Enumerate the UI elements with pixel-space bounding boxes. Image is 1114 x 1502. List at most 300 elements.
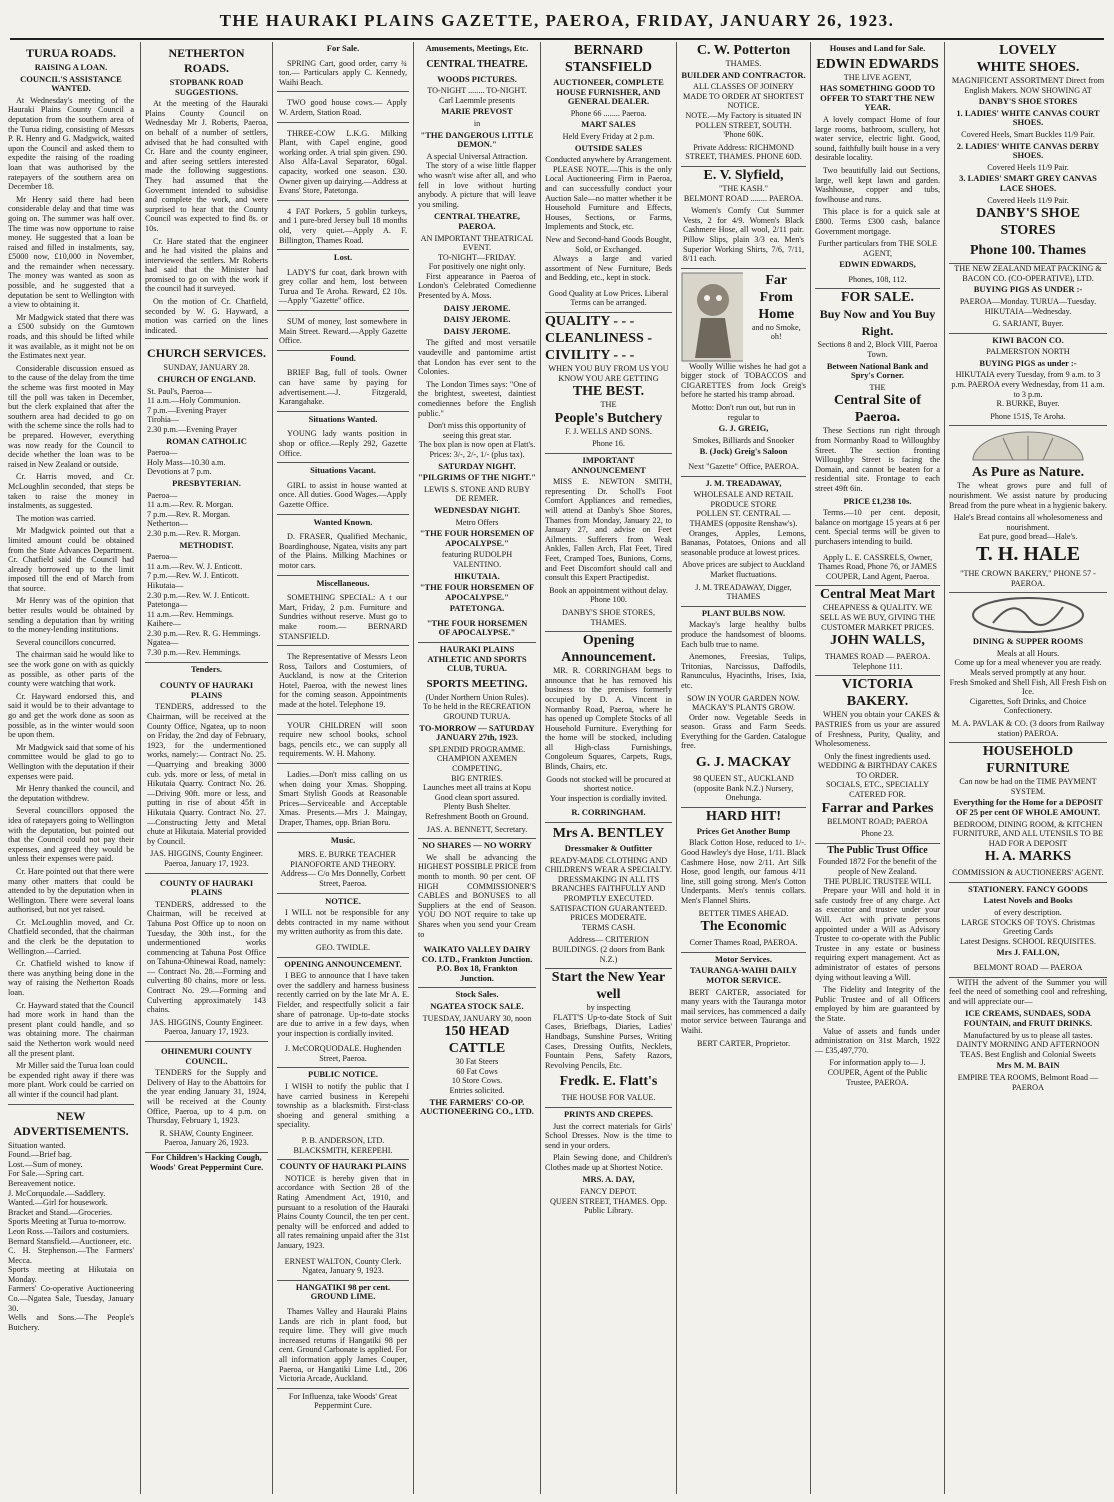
secretary-signature: JAS. A. BENNETT, Secretary. <box>418 822 536 840</box>
notice-signature: GEO. TWIDLE. <box>277 940 409 958</box>
list-item: 30 Fat Steers <box>455 1057 499 1067</box>
sale-lot: 150 HEAD CATTLE <box>444 1024 510 1057</box>
ad-text: Women's Comfy Cut Summer Vests, 2 for 4/9. Women's Black Cashmere Hose, all wool, 2/11 pair. Pillow Slips, plain 3/3 ea. Men's Superior Working Shirts, 7/6, 7/11, 8/11 each. <box>681 203 806 269</box>
ad-text: PLEASE NOTE.—This is the only Local Auctioneering Firm in Paeroa, and can successfully conduct your Auction Sale—no matter whether it be Household Furniture and Effects, Houses, Sections, or Farms, Implements and Stock, etc. <box>545 164 672 232</box>
ad-line: PAEROA—Monday. TURUA—Tuesday. HIKUTAIA—Wednesday. <box>959 296 1097 316</box>
service-line: 7 p.m.—Rev. R. Morgan. <box>147 509 231 519</box>
showtime: TO-NIGHT—FRIDAY. <box>438 252 516 262</box>
list-item: Sports Meeting at Turua to-morrow. <box>8 1217 126 1227</box>
event-note: Good clean sport assured. <box>434 792 520 802</box>
column-4 <box>418 42 536 1494</box>
article-paragraph: Several councillors opposed the idea of ratepayers going to Wellington with the deputation, but pointed out that the Council could not pay their expenses, and agreed they would be unless their expenses were paid. <box>8 806 134 864</box>
footer-ad: For Influenza, take Woods' Great Peppermint Cure. <box>288 1391 398 1411</box>
ad-line: Eat pure, good bread—Hale's. <box>978 532 1078 542</box>
advertiser-tagline: Dressmaker & Outfitter <box>564 843 653 854</box>
article-paragraph: Several councillors concurred. <box>16 637 116 647</box>
classified-ad: THREE-COW L.K.G. Milking Plant, with Capel engine, good working order. A trial spin given. £90. Also Alfa-Laval Separator, 60gal. capacity, worked one season. £30. Owner given up dairying.—Address at Evans' Store, Patetonga. <box>277 126 409 201</box>
list-item: Lost.—Sum of money. <box>8 1159 83 1169</box>
ad-heading: THE PUBLIC TRUSTEE WILL <box>823 876 932 886</box>
advertiser-owner: F. J. WELLS AND SONS. <box>565 426 652 436</box>
ad-line: PRICES MODERATE. <box>570 913 647 923</box>
ad-line: MAGNIFICENT ASSORTMENT Direct from English Makers. NOW SHOWING AT <box>951 76 1105 95</box>
advertiser-name: THE NEW ZEALAND MEAT PACKING & BACON CO. (CO-OPERATIVE), LTD. <box>954 264 1102 283</box>
service-line: 2.30 p.m.—Rev. W. J. Enticott. <box>147 590 250 600</box>
tender-text: TENDERS for the Supply and Delivery of Hay to the Abattoirs for the year ending January 31, 1924, will be received at the County Office, Paeroa, up to 4 p.m. on Thursday, February 1, 1923. <box>147 1068 266 1126</box>
new-ads-list <box>8 1141 134 1333</box>
dairy-company: WAIKATO VALLEY DAIRY CO. LTD., Frankton Junction. P.O. Box 18, Frankton Junction. <box>418 942 536 988</box>
ad-line: by inspecting <box>586 1003 631 1013</box>
woolly-willie-illustration <box>681 272 743 362</box>
address: QUEEN STREET, THAMES. Opp. Public Library. <box>549 1196 668 1216</box>
ad-line: BEDROOM, DINING ROOM, & KITCHEN FURNITURE, AND ALL UTENSILS TO BE HAD FOR A DEPOSIT <box>952 819 1104 848</box>
showtime: SATURDAY NIGHT. <box>438 460 516 471</box>
far-from-home-ad <box>681 272 806 362</box>
contact-line: Apply L. E. CASSRELS, Owner, Thames Road, Phone 76, or JAMES COUPER, Land Agent, Paeroa. <box>815 550 940 587</box>
connector-text: in <box>473 118 481 128</box>
classified-heading: HANGATIKI 98 per cent. GROUND LIME. <box>295 1281 391 1302</box>
article-paragraph: Mr Madgwick said that some of his committee would be glad to go to Wellington with the deputation if their expenses were paid. <box>8 742 134 781</box>
classified-heading: Miscellaneous. <box>316 577 370 588</box>
price: PRICE £1,238 10s. <box>843 495 912 506</box>
ad-line: Smokes, Billiards and Snooker <box>692 435 795 445</box>
advertiser-name: Mrs M. M. BAIN <box>996 1060 1060 1071</box>
subheadline: COUNCIL'S ASSISTANCE WANTED. <box>20 73 122 94</box>
ad-line: Hale's Bread contains all wholesomeness and nourishment. <box>953 513 1103 532</box>
notice-text: I WILL not be responsible for any debts contracted in my name without my written authority as from this date. <box>277 908 409 937</box>
ad-headline: Buy Now and You Buy Right. <box>819 307 936 339</box>
event-note: Don't miss this opportunity of seeing this great star. <box>428 421 526 440</box>
advertiser-name: Central Meat Mart <box>819 587 936 603</box>
contact-line: 'Phone 60K. <box>723 130 764 140</box>
ad-headline: Start the New Year well <box>551 970 666 1003</box>
advertiser-tagline: "THE KASH." <box>719 183 768 193</box>
column-divider <box>413 42 414 1494</box>
contact-line: Phone 66 ........ Paeroa. <box>570 108 647 118</box>
star-name: DAISY JEROME. <box>443 314 511 325</box>
contact-line: Phone 23. <box>815 826 940 844</box>
advertiser-name: DANBY'S SHOE STORES, THAMES. <box>545 605 672 632</box>
advertiser-name: C. W. Potterton <box>696 43 791 58</box>
advertiser-name: People's Butchery <box>554 410 663 426</box>
service-line: 11 a.m.—Holy Communion. <box>147 396 241 406</box>
event-date: TO-MORROW — SATURDAY JANUARY 27th, 1923. <box>419 722 535 743</box>
advertiser-tagline: COMMISSION & AUCTIONEERS' AGENT. <box>949 865 1107 883</box>
service-line: 7.30 p.m.—Rev. Hemmings. <box>147 648 241 658</box>
advertiser-owner: G. SARJANT, Buyer. <box>949 316 1107 334</box>
classified-ad: BRIEF Bag, full of tools. Owner can have same by paying for advertisement.—J. Fitzgerald, Karangahake. <box>277 365 409 411</box>
ad-line: HIKUTAIA every Tuesday, from 9 a.m. to 3 p.m. PAEROA every Wednesday, from 11 a.m. to 3 p.m. <box>951 370 1105 399</box>
film-title: "THE FOUR HORSEMEN OF APOCALYPSE." <box>418 616 536 643</box>
ad-text: Prepare your Will and hold it in safe custody free of any charge. Act as executor and trustee under your Will. Act with private persons appointed under a Will as Advisory Trustee to co-operate with the Public Trustee in any estate or business requiring expert management. Act as administrator of estates of persons dying without leaving a Will. <box>815 886 940 982</box>
service-line: Paeroa— <box>147 552 178 562</box>
advertiser-name: E. V. Slyfield, <box>703 167 784 183</box>
film-blurb: The story of a wise little flapper who wasn't wise after all, and who fell in love without hurting anybody. A picture that will leave you smiling. <box>418 161 536 209</box>
ad-line: THE <box>600 400 617 410</box>
advertiser-name: The Public Trust Office <box>827 844 928 856</box>
advertiser-name: DANBY'S SHOE STORES <box>976 206 1080 239</box>
advertiser-name: Mrs J. FALLON, <box>996 947 1060 958</box>
advertiser-name: EDWIN EDWARDS <box>816 56 939 72</box>
article-paragraph: Mr Henry thanked the council, and the deputation withdrew. <box>8 784 134 803</box>
ad-text: BERT CARTER, associated for many years with the Tauranga motor mail services, has commenced a daily motor service between Tauranga and Waihi. <box>681 987 806 1035</box>
advertiser-name: M. A. PAVLAK & CO. (3 doors from Railway station) PAEROA. <box>949 716 1107 743</box>
article-paragraph: At Wednesday's meeting of the Hauraki Plains County Council a deputation from the southern area of the Turua riding, consisting of Messrs P. R. Henry and G. Madgwick, waited upon the Council and asked them to expedite the raising of the roading loan that was authorised by the ratepayers of the southern area on December 18. <box>8 95 134 192</box>
classified-heading: COUNTY OF HAURAKI PLAINS <box>279 1161 407 1172</box>
theatre-name: CENTRAL THEATRE, PAEROA. <box>433 211 521 231</box>
tender-text: TENDERS, addressed to the Chairman, will be received at the County Office, Ngatea, up to noon on Friday, the 2nd day of February, 1923, for the undermentioned works, namely:— Contract No. 25.—Quarrying and breaking 3000 cub. yds. more or less, of metal in Hikutaia Quarry. Contract No. 26.—Driving 90ft. more or less, and putting in rise of about 45ft in Hikutaia Quarry. Contract No. 27.—Constructing Jetty and Metal chute at Hikutaia. Material provided by Council. <box>147 702 266 846</box>
column-2 <box>145 42 268 1494</box>
address: BELMONT ROAD ........ PAEROA. <box>683 193 804 203</box>
article-paragraph: Cr. Chatfield wished to know if there was anything being done in the way of raising the Netherton Roads loan. <box>8 959 134 998</box>
classified-ad: YOUR CHILDREN will soon require new school books, school bags, pencils etc., we can supply all requirements. W. H. Mahony. <box>277 718 409 764</box>
advertiser-name: H. A. MARKS <box>984 849 1072 865</box>
venue: HIKUTAIA. <box>454 570 500 581</box>
ad-line: Good Quality at Low Prices. Liberal Terms can be arranged. <box>545 286 672 313</box>
contact-line: Phone 100. Thames <box>949 239 1107 264</box>
contact-line: Phones, 108, 112. <box>815 272 940 290</box>
film-note: A special Universal Attraction. <box>426 151 528 161</box>
column-8 <box>949 42 1107 1494</box>
service-line: 2.30 p.m.—Rev. R. G. Hemmings. <box>147 628 261 638</box>
ad-line: Above prices are subject to Auckland Market fluctuations. <box>682 560 805 579</box>
classified-ad: LADY'S fur coat, dark brown with grey collar and hem, lost between Turua and Te Aroha. Reward, £2 10s.—Apply "Gazette" office. <box>277 265 409 311</box>
address: Address— CRITERION BUILDINGS. (2 doors from Bank N.Z.) <box>545 932 672 969</box>
ad-heading: IMPORTANT ANNOUNCEMENT <box>571 455 646 475</box>
classified-heading: Music. <box>330 834 356 845</box>
ad-line: SOCIALS, ETC., SPECIALLY CATERED FOR. <box>825 780 930 800</box>
ad-line: Founded 1872 For the benefit of the people of New Zealand. <box>818 857 937 877</box>
advertiser-name: J. M. TREADAWAY, Digger, THAMES <box>681 580 806 607</box>
press-quote: The London Times says: "One of the brightest, sweetest, daintiest comediennes before the English public." <box>418 379 536 418</box>
article-paragraph: On the motion of Cr. Chatfield, seconded by W. G. Hayward, a motion was carried on the lines indicated. <box>145 297 268 335</box>
tender-heading: OHINEMURI COUNTY COUNCIL. <box>161 1046 252 1066</box>
masthead: THE HAURAKI PLAINS GAZETTE, PAEROA, FRIDAY, JANUARY 26, 1923. <box>219 11 895 30</box>
ad-line: Your inspection is cordially invited. <box>549 793 668 803</box>
classified-ad: Ladies.—Don't miss calling on us when doing your Xmas. Shopping. Smart Stylish Goods at Reasonable Prices—Serviceable and Acceptable Xmas. Presents.—Mrs J. Maingay, Draper, Thames, opp. Brian Boru. <box>277 767 409 833</box>
star-name: DAISY JEROME. <box>443 302 511 313</box>
advertiser-name: BERT CARTER, Proprietor. <box>696 1038 791 1048</box>
advertiser-owner: R. BURKE, Buyer. <box>996 399 1060 409</box>
ad-line: Cigarettes, Soft Drinks, and Choice Confectionery. <box>969 696 1087 716</box>
advertiser-tagline: THE HOUSE FOR VALUE. <box>545 1090 672 1108</box>
classified-ad: SUM of money, lost somewhere in Main Street. Reward.—Apply Gazette Office. <box>277 314 409 351</box>
article-paragraph: Mr Miller said the Turua loan could be expended right away if there was more plant. Work could be carried on all winter if the council had plant. <box>8 1061 134 1099</box>
article-paragraph: Considerable discussion ensued as to the cause of the delay from the time the scheme was first mooted in May till the poll was taken in December, but the clerk explained that after the southern area had decided to go on with the scheme since the rolls had to be prepared. However, everything was now ready for the Council to decide whether the loan was to be raised in New Zealand or outside. <box>8 363 134 469</box>
sale-note: Entries solicited. <box>449 1086 505 1096</box>
ad-headline: WHITE SHOES. <box>976 60 1080 75</box>
ad-text: WITH the advent of the Summer you will feel the need of something cool and refreshing, and will appreciate our— <box>949 977 1107 1006</box>
article-paragraph: Cr. Hayward stated that the Council had more work in hand than the present plant could handle, and so was obtaining more. The chairman said the Netherton work would need all the present plant. <box>8 1000 134 1058</box>
classified-heading: Wanted Known. <box>313 516 373 527</box>
ad-headline: CIVILITY - - - <box>545 348 635 364</box>
club-name: HAURAKI PLAINS ATHLETIC AND SPORTS CLUB, TURUA. <box>427 644 527 674</box>
ad-line: MACKAY'S PLANTS GROW. <box>691 703 795 713</box>
list-item: Bereavement notice. <box>8 1178 76 1188</box>
product-item: 3. LADIES' SMART GREY CANVAS LACE SHOES. <box>959 173 1097 193</box>
classified-ad: GIRL to assist in house wanted at once. All duties. Good Wages.—Apply Gazette Office. <box>277 478 409 515</box>
subheadline: RAISING A LOAN. <box>34 62 108 72</box>
event-blurb: The gifted and most versatile vaudeville and pantomime artist that London has ever sent to the Colonies. <box>418 338 536 377</box>
service-line: Devotions at 7 p.m. <box>147 467 212 477</box>
classified-heading: PUBLIC NOTICE. <box>308 1069 378 1080</box>
classified-ad: Thames Valley and Hauraki Plains Lands are rich in plant food, but require lime. They will give much increased returns if Hangatiki 98 per cent. Ground Carbonate is applied. For all information apply James Couper, Paeroa, or Hangatiki Lime Ltd., 206 Victoria Arcade, Auckland. <box>277 1304 409 1389</box>
stock-sales-heading: Stock Sales. <box>455 989 499 1000</box>
ad-line: Meals at all Hours. <box>996 648 1060 658</box>
advertiser-tagline: WHOLESALE AND RETAIL PRODUCE STORE <box>693 490 794 509</box>
prices: Prices: 3/-, 2/-, 1/- (plus tax). <box>429 449 525 459</box>
product-price: Covered Heels, Smart Buckles 11/9 Pair. <box>961 129 1095 139</box>
address: BELMONT ROAD — PAEROA <box>949 960 1107 978</box>
notice-signature: P. B. ANDERSON, LTD. BLACKSMITH, KEREPEHI. <box>277 1133 409 1160</box>
ad-line: THE <box>869 382 886 392</box>
tender-heading: COUNTY OF HAURAKI PLAINS <box>159 877 254 898</box>
showtime: WEDNESDAY NIGHT. <box>433 504 521 515</box>
ad-headline: As Pure as Nature. <box>971 465 1085 481</box>
ad-text: Plain Sewing done, and Children's Clothes made up at Shortest Notice. <box>545 1153 672 1172</box>
tender-signature: JAS. HIGGINS, County Engineer. Paeroa, January 17, 1923. <box>150 849 263 868</box>
ad-text: Value of assets and funds under administration on 31st March, 1922— £35,497,770. <box>815 1026 940 1055</box>
classified-ad: The Representative of Messrs Leon Ross, Tailors and Costumiers, of Auckland, is now at the Criterion Hotel, Paeroa, with the newest lines for the coming season. Appointments made at the hotel. Telephone 19. <box>277 649 409 715</box>
ad-line: Book an appointment without delay. <box>549 585 668 595</box>
event-title: SPORTS MEETING. <box>426 677 528 690</box>
list-item: Found.—Brief bag. <box>8 1150 72 1160</box>
ad-line: BETTER TIMES AHEAD. <box>698 908 789 918</box>
classified-ad: SPRING Cart, good order, carry ¾ ton.— Particulars apply C. Kennedy, Waihi Beach. <box>277 56 409 93</box>
classified-ad: MRS. E. BURKE TEACHER PIANOFORTE AND THEORY. Address— C/o Mrs Donnelly, Corbett Street, Paeroa. <box>277 847 409 893</box>
advertiser-name: B. (Jock) Greig's Saloon <box>699 446 788 457</box>
headline-new-advertisements: NEW ADVERTISEMENTS. <box>13 1108 129 1138</box>
notice-text: NOTICE is hereby given that in accordance with Section 28 of the Rating Amendment Act, 1910, and pursuant to a resolution of the Hauraki Plains County Council, the ten per cent. penalty will be enforced and added to all rates remaining unpaid after the 31st January, 1923. <box>277 1173 409 1250</box>
classified-heading: Motor Services. <box>715 953 772 964</box>
ad-text: MISS E. NEWTON SMITH, representing Dr. Scholl's Foot Comfort Appliances and remedies, will attend at Danby's Shoe Stores, Thames from Monday, January 22, to January 27, and advise on Feet Ailments. Sufferers from Weak Ankles, Fallen Arch, Flat Feet, Tired Feet, Cramped Toes, Bunions, Corns, and Feet Discomfort should call and consult this Expert Practipedist. <box>545 477 672 583</box>
column-1 <box>8 42 134 1494</box>
notice-signature: ERNEST WALTON, County Clerk. Ngatea, January 9, 1923. <box>277 1254 409 1281</box>
event-title: AN IMPORTANT THEATRICAL EVENT. <box>420 233 534 253</box>
advertiser-name: G. J. GREIG, <box>718 423 769 434</box>
advertiser-name: DANBY'S SHOE STORES <box>978 96 1078 107</box>
ad-line: LARGE STOCKS OF TOYS. Christmas Greeting Cards <box>961 917 1095 937</box>
star-name: DAISY JEROME. <box>443 325 511 336</box>
advertiser-name: EDWIN EDWARDS, <box>839 259 916 270</box>
classified-ad: 4 FAT Porkers, 5 goblin turkeys, and 1 pure-bred Jersey bull 18 months old, very quiet.—Apply A. F. Billington, Thames Road. <box>277 204 409 250</box>
service-line: Ngatea— <box>147 638 179 648</box>
address: EMPIRE TEA ROOMS, Belmont Road — PAEROA <box>957 1072 1099 1092</box>
church-name: METHODIST. <box>179 539 234 550</box>
booking-note: The box plan is now open at Flatt's. <box>418 440 536 450</box>
ad-headline: HARD HIT! <box>705 808 782 824</box>
ad-line: Goods not stocked will be procured at shortest notice. <box>546 774 671 794</box>
church-name: CHURCH OF ENGLAND. <box>157 374 256 385</box>
column-divider <box>676 42 677 1494</box>
product-price: Covered Heels 11/9 Pair. <box>987 195 1069 205</box>
ad-heading: HAS SOMETHING GOOD TO OFFER TO START THE NEW YEAR. <box>819 83 936 113</box>
service-line: 11 a.m.—Rev. Hemmings. <box>147 609 234 619</box>
list-item: Situation wanted. <box>8 1140 66 1150</box>
service-line: Paeroa— <box>147 448 178 458</box>
article-paragraph: Cr. Harris moved, and Cr. McLoughlin seconded, that steps be taken to raise the money in instalments, as suggested. <box>8 472 134 511</box>
footer-ad: For Children's Hacking Cough, Woods' Great Peppermint Cure. <box>149 1152 264 1172</box>
ad-headline: Opening Announcement. <box>561 633 656 666</box>
service-line: 11 a.m.—Rev. W. J. Enticott. <box>147 561 243 571</box>
tender-text: TENDERS, addressed to the Chairman, will be received at Tahuna Post Office up to noon on Tuesday, the 30th inst., for the undermentioned works commencing at Tahuna Post Office on Tahuna-Ohinewai Road, namely:— Contract No. 28.—Forming and culverting 80 chains, more or less. Contract No. 29.—Forming and Culverting approximately 143 chains. <box>147 899 266 1015</box>
ad-headline: Far <box>765 272 788 288</box>
presenter: Metro Offers <box>455 517 499 527</box>
headline-netherton-roads: NETHERTON ROADS. <box>168 46 245 75</box>
address: "THE CROWN BAKERY," PHONE 57 - PAEROA. <box>949 566 1107 593</box>
amusements-heading: Amusements, Meetings, Etc. <box>425 43 529 53</box>
service-line: 11 a.m.—Rev. R. Morgan. <box>147 500 234 510</box>
event-note: SPLENDID PROGRAMME. <box>428 744 526 754</box>
ad-heading: BUYING PIGS AS UNDER :- <box>973 284 1083 295</box>
church-services-heading: CHURCH SERVICES. <box>147 346 266 361</box>
classified-ad: D. FRASER, Qualified Mechanic, Boardinghouse, Ngatea, visits any part of the Plains. Milking Machines or motor cars. <box>277 529 409 575</box>
masthead-rule <box>10 38 1104 40</box>
ad-text: Just the correct materials for Girls' School Dresses. Now is the time to send in your orders. <box>545 1121 672 1150</box>
ad-heading: STATIONERY. FANCY GOODS <box>968 883 1088 894</box>
list-item: Leon Ross.—Tailors and costumiers. <box>8 1226 130 1236</box>
ad-line: of every description. <box>994 908 1062 918</box>
ad-text: Black Cotton Hose, reduced to 1/-. Good Hawley's dye Hose, 1/11. Black Cashmere Hose, now 2/11. Art Silk Hose, good length, our famous 4/11 line, still going strong. Men's Cotton Underpants. Men's tennis collars. Men's Flannel Shirts. <box>681 838 806 905</box>
ad-line: Everything for the Home for a DEPOSIT OF 25 per cent OF WHOLE AMOUNT. <box>953 797 1103 817</box>
list-item: C. H. Stephenson.—The Farmers' Mecca. <box>8 1246 134 1265</box>
classified-heading: Houses and Land for Sale. <box>829 43 926 53</box>
church-date: SUNDAY, JANUARY 28. <box>163 363 250 373</box>
ad-text: Always a large and varied assortment of New Furniture, Beds and Bedding, etc., kept in stock. <box>545 254 672 283</box>
ad-line: SATISFACTION GUARANTEED. <box>550 903 667 913</box>
ad-text: Oranges, Apples, Lemons, Bananas, Potatoes, Onions and all seasonable produce at lowest prices. <box>681 528 806 557</box>
cast: LEWIS S. STONE AND RUBY DE REMER. <box>423 484 531 504</box>
advertiser-location: THAMES. <box>725 59 762 68</box>
ad-line: TERMS CASH. <box>581 922 636 932</box>
address: Corner Thames Road, PAEROA. <box>681 935 806 953</box>
ad-line: DAINTY MORNING AND AFTERNOON TEAS. Best English and Colonial Sweets <box>956 1040 1100 1059</box>
list-item: Bracket and Stand.—Groceries. <box>8 1207 113 1217</box>
film-title: "THE FOUR HORSEMEN OF APOCALYPSE." <box>419 528 535 548</box>
headline-turua-roads: TURUA ROADS. <box>25 46 116 60</box>
ad-heading: ICE CREAMS, SUNDAES, SODA FOUNTAIN, and FRUIT DRINKS. <box>963 1008 1093 1028</box>
classified-heading: Situations Wanted. <box>308 413 378 424</box>
article-paragraph: Cr. Hayward endorsed this, and said it would be to their advantage to go and get the work done as soon as possible, as in the winter would soon be upon them. <box>8 691 134 740</box>
classified-heading: NOTICE. <box>325 895 361 906</box>
advertiser-name: Farrar and Parkes <box>821 800 934 816</box>
sale-title: NGATEA STOCK SALE. <box>430 1001 524 1012</box>
tender-signature: JAS. HIGGINS, County Engineer. Paeroa, January 17, 1923. <box>150 1017 263 1037</box>
service-line: St. Paul's, Paeroa— <box>147 386 212 396</box>
ad-headline: LOVELY <box>999 43 1057 58</box>
event-note: Launches meet all trains at Kopu <box>423 783 531 793</box>
contact-line: Phone 16. <box>545 436 672 454</box>
presenter: Carl Laemmle presents <box>439 95 515 105</box>
service-line: Patetonga— <box>147 600 188 610</box>
ad-line: Come up for a meal whenever you are ready. Meals served promptly at any hour. <box>954 658 1102 677</box>
dairy-headline: NO SHARES — NO WORRY <box>422 840 532 851</box>
address: 98 QUEEN ST., AUCKLAND (opposite Bank N.Z.) Nursery, Onehunga. <box>681 771 806 808</box>
event-blurb: First appearance in Paeroa of London's Celebrated Comedienne Presented by A. Moss. <box>418 271 536 301</box>
ad-text: Mackay's large healthy bulbs produce the handsomest of blooms. Each bulb true to name. <box>681 620 806 649</box>
ad-text: Two beautifully laid out Sections, large, well kept lawn and garden. Washhouse, copper and tubs, fowlhouse and runs. <box>815 165 940 204</box>
advertiser-name: KIWI BACON CO. <box>992 334 1064 345</box>
article-paragraph: Cr. Hare stated that the engineer and he had visited the plains and interviewed the settlers. Mr Roberts had said that the Minister had promised to go on with the work if the council had it surveyed. <box>145 236 268 294</box>
list-item: For Sale.—Spring cart. <box>8 1169 84 1179</box>
advertiser-name: VICTORIA BAKERY. <box>841 677 914 710</box>
notice-text: I WISH to notify the public that I have carried business in Kerepehi township as a blacksmith. First-class shoeing and general smithing a speciality. <box>277 1082 409 1130</box>
ad-line: New and Second-hand Goods Bought, Sold, or Exchanged. <box>545 234 672 254</box>
ad-heading: TAURANGA-WAIHI DAILY MOTOR SERVICE. <box>690 965 797 985</box>
ad-line: DRESSMAKING IN ALL ITS BRANCHES FAITHFULLY AND PROMPTLY EXECUTED. <box>551 874 666 903</box>
sale-date: TUESDAY, JANUARY 30, noon <box>422 1013 532 1023</box>
service-line: 7 p.m.—Rev. W. J. Enticott. <box>147 571 239 581</box>
ad-line: Manufactured by us to please all tastes. <box>963 1030 1093 1040</box>
address: PALMERSTON NORTH <box>986 347 1070 357</box>
event-note: For positively one night only. <box>428 262 526 272</box>
classified-ad: YOUNG lady wants position in shop or office.—Reply 292, Gazette Office. <box>277 426 409 463</box>
classified-ad: TWO good house cows.— Apply W. Ardern, Station Road. <box>277 95 409 122</box>
advertiser-tagline: FANCY DEPOT. <box>580 1187 637 1197</box>
ad-line: SOW IN YOUR GARDEN NOW. <box>687 693 800 703</box>
ad-headline: HOUSEHOLD FURNITURE <box>982 744 1074 777</box>
classified-ad: SOMETHING SPECIAL: A t our Mart, Friday, 2 p.m. Furniture and Sundries without reserve. Must go to make room.— BERNARD STANSFIELD. <box>277 590 409 646</box>
ad-heading: Latest Novels and Books <box>983 895 1073 906</box>
showtime: TO-NIGHT ........ TO-NIGHT. <box>427 86 527 96</box>
column-divider <box>272 42 273 1494</box>
tender-notice <box>145 1042 268 1153</box>
ad-line: Fresh Smoked and Shell Fish, All Fresh Fish on Ice. <box>949 677 1107 697</box>
address: POLLEN ST. CENTRAL — THAMES (opposite Renshaw's). <box>689 509 798 528</box>
ad-heading: BUYING PIGS as under :- <box>979 357 1077 368</box>
service-line: Paeroa— <box>147 490 178 500</box>
event-note: CHAMPION AXEMEN COMPETING. <box>436 754 518 773</box>
decorative-logo-illustration <box>968 595 1088 635</box>
ad-text: Terms.—10 per cent. deposit, balance on mortgage 15 years at 6 per cent. Special terms will be given to purchasers intending to build. <box>815 508 940 546</box>
ad-line: ALL CLASSES OF JOINERY MADE TO ORDER AT SHORTEST NOTICE. <box>683 82 804 111</box>
ad-heading: OUTSIDE SALES <box>574 142 643 153</box>
ad-text: This place is for a quick sale at £800. Terms £300 cash, balance Government mortgage. <box>815 207 940 236</box>
ad-text: Order now. Vegetable Seeds in season. Grass and Farm Seeds. Everything for the Garden. Catalogue free. <box>681 712 806 751</box>
ad-heading: PLANT BULBS NOW. <box>701 607 786 618</box>
ad-text: Woolly Willie wishes he had got a bigger stock of TOBACCOS and CIGARETTES from Jock Greig's before he started his tramp abroad. <box>681 361 806 400</box>
ad-headline: FOR SALE. <box>840 290 915 306</box>
article-paragraph: Mr Henry said there had been considerable delay and that time was going on. The summer was half over. The time was now opportune to raise money. He suggested that a loan be raised and filled in instalments, say, £5000 now, £10,000 in November, and the remainder when necessary. The money was wanted as soon as possible, and he suggested that a deputation be sent to Wellington with a view to obtaining it. <box>8 194 134 310</box>
service-line: 2.30 p.m.—Rev. R. Morgan. <box>147 528 241 538</box>
classified-heading: Situations Vacant. <box>310 465 376 476</box>
church-services <box>145 338 268 662</box>
ad-heading: Prices Get Another Bump <box>696 825 791 836</box>
ad-line: Further particulars from THE SOLE AGENT, <box>818 239 937 258</box>
film-title: "THE DANGEROUS LITTLE DEMON." <box>420 129 534 150</box>
star-name: MARIE PREVOST <box>441 106 513 117</box>
advertiser-tagline: AUCTIONEER, COMPLETE HOUSE FURNISHER, AND GENERAL DEALER. <box>553 77 664 107</box>
ad-line: WEDDING & BIRTHDAY CAKES TO ORDER. <box>817 761 938 780</box>
list-item: Sports meeting at Hikutaia on Monday. <box>8 1265 134 1284</box>
venue: PATETONGA. <box>449 603 505 614</box>
tender-notice <box>145 874 268 1043</box>
address: Private Address: RICHMOND STREET, THAMES. PHONE 60D. <box>681 140 806 167</box>
address: Next "Gazette" Office, PAEROA. <box>681 459 806 477</box>
address: THAMES ROAD — PAEROA. Telephone 111. <box>815 649 940 676</box>
service-line: Hikutaia— <box>147 580 184 590</box>
advertiser-name: T. H. HALE <box>975 543 1081 565</box>
service-line: 2.30 p.m.—Evening Prayer <box>147 425 237 434</box>
article-paragraph: Mr Madgwick pointed out that a limited amount could be obtained from the State Advances Department. Cr. Chatfield said the Council had already borrowed up to the limit imposed till the end of March from that source. <box>8 526 134 593</box>
ad-line: WHEN YOU BUY FROM US YOU KNOW YOU ARE GETTING <box>548 364 669 383</box>
event-note: Refreshment Booth on Ground. <box>425 811 529 821</box>
tender-signature: R. SHAW, County Engineer. Paeroa, January 26, 1923. <box>159 1128 254 1148</box>
service-line: 7 p.m.—Evening Prayer <box>147 405 227 415</box>
advertiser-name: MRS. A. DAY, <box>582 1174 635 1185</box>
address: BELMONT ROAD; PAEROA <box>827 816 928 826</box>
column-divider <box>810 42 811 1494</box>
tender-heading: COUNTY OF HAURAKI PLAINS <box>159 680 254 700</box>
